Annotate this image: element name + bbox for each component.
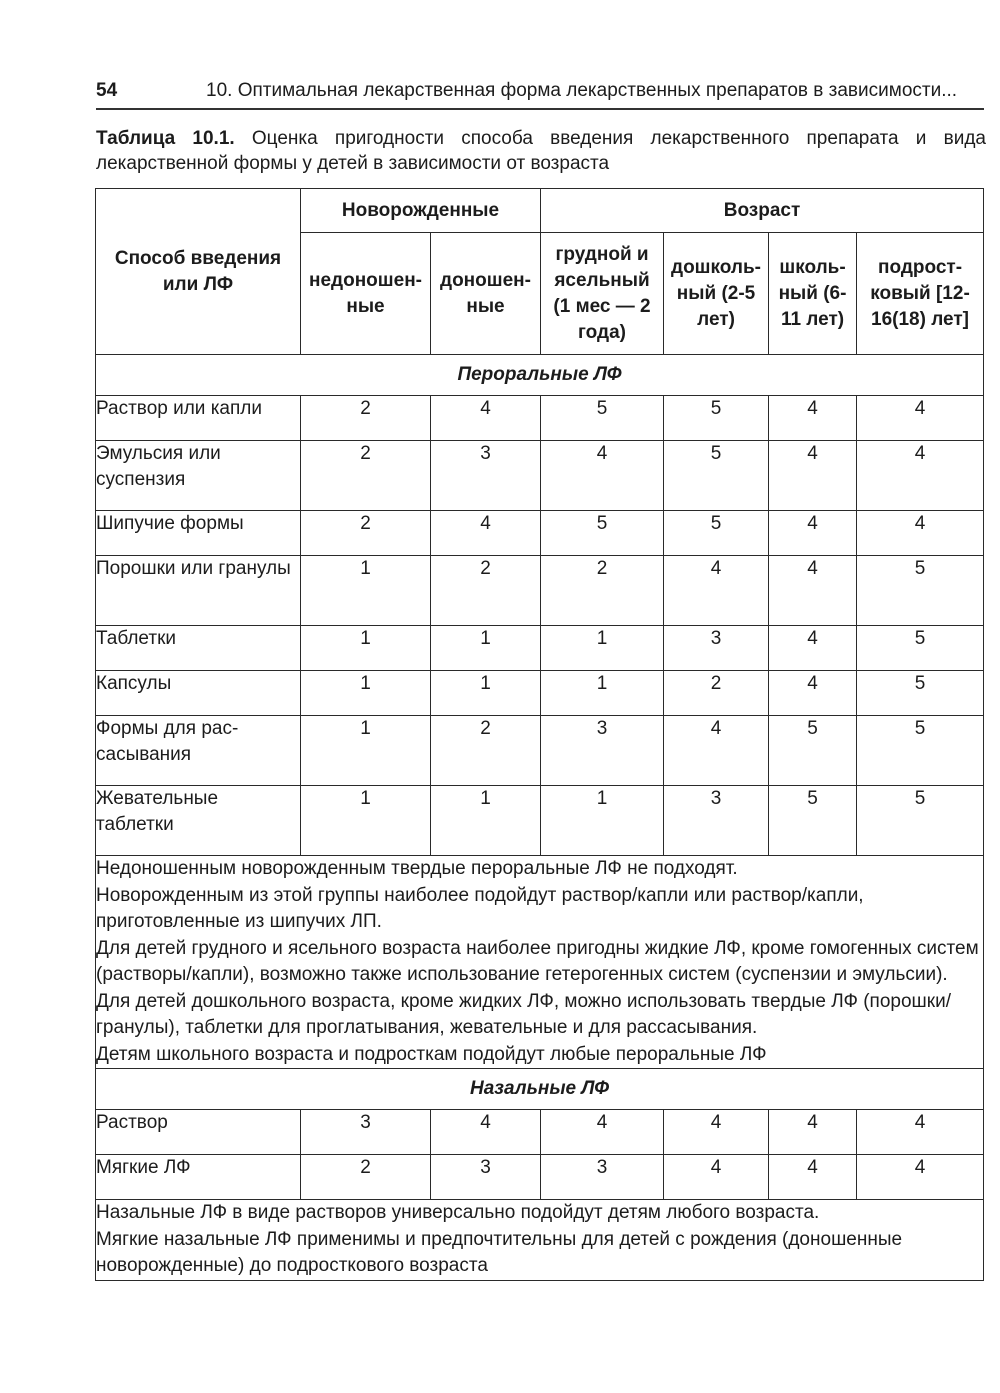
score-cell: 4 (769, 441, 857, 511)
col-header-term: доношен-ные (431, 233, 541, 355)
score-cell: 5 (664, 441, 769, 511)
col-header-infant: грудной и ясельный (1 мес — 2 года) (541, 233, 664, 355)
score-cell: 2 (664, 671, 769, 716)
score-cell: 1 (541, 671, 664, 716)
score-cell: 4 (769, 1155, 857, 1200)
header-route: Способ введения или ЛФ (96, 189, 301, 355)
score-cell: 1 (301, 671, 431, 716)
score-cell: 4 (769, 671, 857, 716)
header-rule (96, 108, 984, 110)
score-cell: 3 (664, 786, 769, 856)
oral-note: Для детей грудного и ясельного возраста наиболее пригодны жидкие ЛФ, кроме гомогенных систем (растворы/капли), возможно также использование гетерогенных систем (суспензии и эмульсии). (96, 937, 979, 985)
score-cell: 3 (664, 626, 769, 671)
score-cell: 5 (857, 671, 984, 716)
oral-note: Недоношенным новорожденным твердые пероральные ЛФ не подходят. (96, 858, 738, 879)
score-cell: 4 (431, 1110, 541, 1155)
score-cell: 1 (301, 716, 431, 786)
oral-note: Для детей дошкольного возраста, кроме жидких ЛФ, можно использовать твердые ЛФ (порошки/гранулы), таблетки для проглатывания, жевательные и для рассасывания. (96, 990, 951, 1038)
score-cell: 5 (857, 786, 984, 856)
row-label: Жевательные таблетки (96, 786, 301, 856)
score-cell: 5 (664, 511, 769, 556)
col-header-adolescent: подрост-ковый [12-16(18) лет] (857, 233, 984, 355)
oral-note: Детям школьного возраста и подросткам подойдут любые пероральные ЛФ (96, 1043, 767, 1065)
score-cell: 2 (431, 716, 541, 786)
header-newborns: Новорожденные (301, 189, 541, 233)
score-cell: 1 (301, 786, 431, 856)
row-label: Капсулы (96, 671, 301, 716)
score-cell: 2 (301, 1155, 431, 1200)
score-cell: 4 (664, 556, 769, 626)
suitability-table (95, 188, 984, 1281)
score-cell: 4 (769, 511, 857, 556)
score-cell: 5 (769, 716, 857, 786)
oral-note: Новорожденным из этой группы наиболее подойдут раствор/капли или раствор/капли, приготовленные из шипучих ЛП. (96, 884, 864, 932)
score-cell: 3 (431, 441, 541, 511)
score-cell: 5 (769, 786, 857, 856)
table-row (96, 671, 984, 716)
section-nasal: Назальные ЛФ (96, 1069, 984, 1110)
table-row (96, 511, 984, 556)
row-label: Мягкие ЛФ (96, 1155, 301, 1200)
score-cell: 2 (541, 556, 664, 626)
score-cell: 1 (541, 626, 664, 671)
running-head (96, 76, 984, 110)
row-label: Раствор (96, 1110, 301, 1155)
score-cell: 4 (857, 1110, 984, 1155)
table-row (96, 1110, 984, 1155)
score-cell: 4 (664, 1110, 769, 1155)
score-cell: 1 (301, 556, 431, 626)
header-age: Возраст (541, 189, 984, 233)
score-cell: 5 (664, 396, 769, 441)
score-cell: 2 (301, 511, 431, 556)
score-cell: 2 (301, 396, 431, 441)
section-oral: Пероральные ЛФ (96, 355, 984, 396)
score-cell: 4 (769, 556, 857, 626)
oral-notes (96, 856, 984, 1069)
score-cell: 1 (301, 626, 431, 671)
caption-text: Оценка пригодности способа введения лекарственного препарата и вида лекарственной формы у детей в зависимости от возраста (96, 128, 986, 174)
score-cell: 1 (431, 671, 541, 716)
caption-label: Таблица 10.1. (96, 128, 235, 149)
score-cell: 4 (664, 716, 769, 786)
table-row (96, 396, 984, 441)
page-number: 54 (96, 80, 118, 101)
score-cell: 4 (664, 1155, 769, 1200)
score-cell: 4 (857, 511, 984, 556)
score-cell: 4 (431, 511, 541, 556)
score-cell: 2 (431, 556, 541, 626)
row-label: Шипучие формы (96, 511, 301, 556)
score-cell: 4 (857, 396, 984, 441)
score-cell: 3 (301, 1110, 431, 1155)
score-cell: 5 (857, 716, 984, 786)
nasal-note: Назальные ЛФ в виде растворов универсально подойдут детям любого возраста. (96, 1202, 820, 1223)
score-cell: 3 (541, 1155, 664, 1200)
score-cell: 4 (541, 1110, 664, 1155)
score-cell: 5 (541, 396, 664, 441)
table-row (96, 786, 984, 856)
score-cell: 1 (431, 626, 541, 671)
score-cell: 3 (541, 716, 664, 786)
row-label: Раствор или капли (96, 396, 301, 441)
score-cell: 4 (857, 1155, 984, 1200)
nasal-notes (96, 1200, 984, 1281)
col-header-preterm: недоношен-ные (301, 233, 431, 355)
score-cell: 2 (301, 441, 431, 511)
score-cell: 1 (431, 786, 541, 856)
score-cell: 1 (541, 786, 664, 856)
row-label: Таблетки (96, 626, 301, 671)
row-label: Эмульсия или суспензия (96, 441, 301, 511)
table-row (96, 556, 984, 626)
score-cell: 4 (541, 441, 664, 511)
score-cell: 3 (431, 1155, 541, 1200)
score-cell: 4 (769, 396, 857, 441)
score-cell: 4 (857, 441, 984, 511)
col-header-school: школь-ный (6-11 лет) (769, 233, 857, 355)
score-cell: 5 (541, 511, 664, 556)
table-caption (96, 126, 986, 176)
col-header-preschool: дошколь-ный (2-5 лет) (664, 233, 769, 355)
nasal-note: Мягкие назальные ЛФ применимы и предпочтительны для детей с рождения (доношенные новорожденные) до подросткового возраста (96, 1228, 903, 1276)
score-cell: 4 (769, 1110, 857, 1155)
score-cell: 5 (857, 556, 984, 626)
score-cell: 5 (857, 626, 984, 671)
score-cell: 4 (431, 396, 541, 441)
row-label: Порошки или гранулы (96, 556, 301, 626)
table-row (96, 1155, 984, 1200)
table-row (96, 626, 984, 671)
table-row (96, 716, 984, 786)
table-row (96, 441, 984, 511)
running-title: 10. Оптимальная лекарственная форма лекарственных препаратов в зависимости... (206, 80, 958, 101)
row-label: Формы для рас-сасывания (96, 716, 301, 786)
score-cell: 4 (769, 626, 857, 671)
